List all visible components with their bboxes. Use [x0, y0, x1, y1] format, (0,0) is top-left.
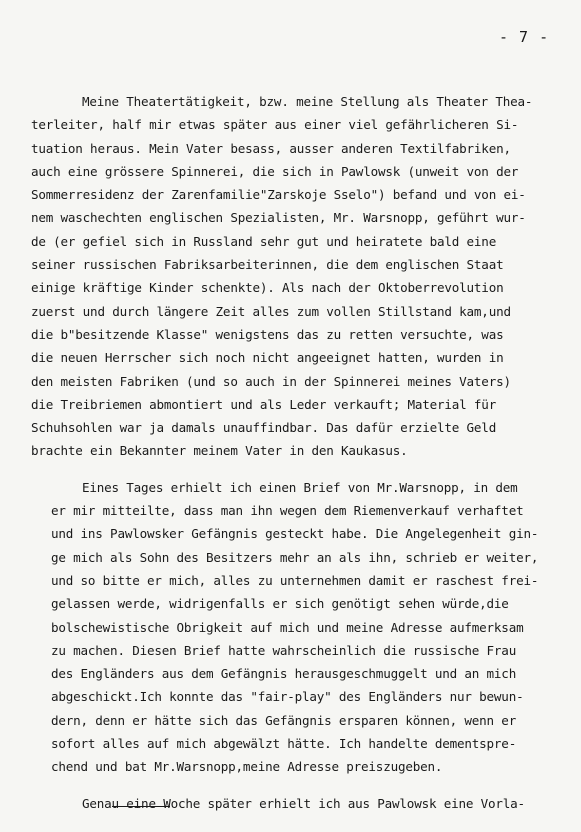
text-line: chend und bat Mr.Warsnopp,meine Adresse preiszugeben.	[51, 759, 443, 775]
text-line: und so bitte er mich, alles zu unternehmen damit er raschest frei-	[51, 572, 539, 588]
text-line: Schuhsohlen war ja damals unauffindbar. Das dafür erzielte Geld	[31, 420, 497, 436]
footnote-rule	[112, 806, 170, 807]
text-line: zu machen. Diesen Brief hatte wahrscheinlich die russische Frau	[51, 642, 517, 658]
paragraph-1	[31, 90, 567, 463]
text-line: die b"besitzende Klasse" wenigstens das zu retten versuchte, was	[31, 326, 504, 342]
text-line: des Engländers aus dem Gefängnis herausgeschmuggelt und an mich	[51, 666, 517, 682]
text-line: terleiter, half mir etwas später aus einer viel gefährlicheren Si-	[31, 117, 519, 133]
text-line: Eines Tages erhielt ich einen Brief von Mr.Warsnopp, in dem	[82, 479, 518, 495]
text-line: dern, denn er hätte sich das Gefängnis ersparen können, wenn er	[51, 712, 517, 728]
text-line: seiner russischen Fabriksarbeiterinnen, die dem englischen Staat	[31, 257, 504, 273]
paragraph-gap	[31, 463, 567, 476]
paragraph-3	[31, 792, 567, 815]
text-line: gelassen werde, widrigenfalls er sich genötigt sehen würde,die	[51, 596, 509, 612]
text-line: nem waschechten englischen Spezialisten, Mr. Warsnopp, geführt wur-	[31, 210, 526, 226]
text-line: die Treibriemen abmontiert und als Leder verkauft; Material für	[31, 396, 497, 412]
text-line: bolschewistische Obrigkeit auf mich und meine Adresse aufmerksam	[51, 619, 524, 635]
paragraph-2	[31, 476, 567, 779]
text-line: auch eine grössere Spinnerei, die sich in Pawlowsk (unweit von der	[31, 163, 519, 179]
text-line: den meisten Fabriken (und so auch in der Spinnerei meines Vaters)	[31, 373, 511, 389]
paragraph-gap	[31, 779, 567, 792]
page-number: - 7 -	[499, 28, 550, 46]
text-line: er mir mitteilte, dass man ihn wegen dem Riemenverkauf verhaftet	[51, 503, 524, 519]
text-line: ge mich als Sohn des Besitzers mehr an als ihn, schrieb er weiter,	[51, 549, 539, 565]
text-line: brachte ein Bekannter meinem Vater in den Kaukasus.	[31, 443, 408, 459]
text-line: die neuen Herrscher sich noch nicht angeeignet hatten, wurden in	[31, 350, 504, 366]
text-line: und ins Pawlowsker Gefängnis gesteckt habe. Die Angelegenheit gin-	[51, 526, 539, 542]
text-line: Sommerresidenz der Zarenfamilie"Zarskoje Sselo") befand und von ei-	[31, 187, 526, 203]
text-line: de (er gefiel sich in Russland sehr gut und heiratete bald eine	[31, 233, 497, 249]
text-line: einige kräftige Kinder schenkte). Als nach der Oktoberrevolution	[31, 280, 504, 296]
text-line: zuerst und durch längere Zeit alles zum vollen Stillstand kam,und	[31, 303, 511, 319]
text-line: Genau eine Woche später erhielt ich aus Pawlowsk eine Vorla-	[82, 795, 525, 811]
text-line: abgeschickt.Ich konnte das "fair-play" des Engländers nur bewun-	[51, 689, 524, 705]
body-text	[31, 90, 567, 815]
text-line: Meine Theatertätigkeit, bzw. meine Stellung als Theater Thea-	[82, 94, 533, 109]
text-line: tuation heraus. Mein Vater besass, ausser anderen Textilfabriken,	[31, 140, 511, 156]
text-line: sofort alles auf mich abgewälzt hätte. Ich handelte dementspre-	[51, 736, 517, 752]
